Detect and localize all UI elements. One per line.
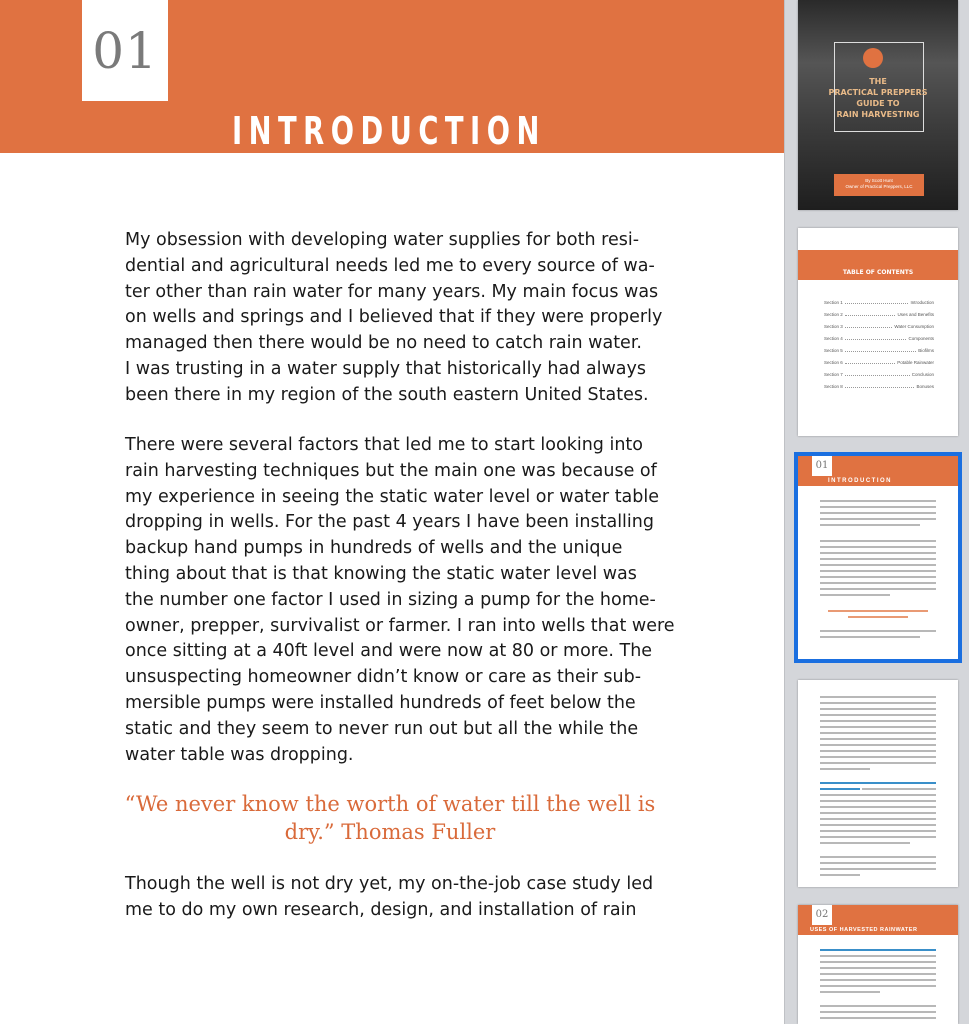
toc-row: Section 7 Conclusion [824, 372, 934, 377]
mini-text-line [820, 806, 936, 808]
mini-text-line [820, 961, 936, 963]
text-line: the number one factor I used in sizing a pump for the home- [125, 589, 656, 610]
mini-text-line [820, 955, 936, 957]
mini-text-line [820, 546, 936, 548]
mini-text-line [820, 500, 936, 502]
mini-text-line [820, 800, 936, 802]
mini-text-line [820, 558, 936, 560]
mini-text-line [820, 812, 936, 814]
toc-row: Section 3 Water Consumption [824, 324, 934, 329]
text-line: mersible pumps were installed hundreds of feet below the [125, 692, 636, 713]
cover-title: THE PRACTICAL PREPPERS GUIDE TO RAIN HARVESTING [828, 77, 928, 119]
text-line: My obsession with developing water supplies for both resi- [125, 230, 640, 250]
text-line: once sitting at a 40ft level and were now at 80 or more. The [125, 641, 653, 662]
mini-text-line [862, 788, 936, 790]
thumbnail-cover[interactable] [798, 0, 958, 210]
thumbnail-page-uses[interactable] [798, 905, 958, 1024]
mini-text-line [820, 868, 936, 870]
text-line: on wells and springs and I believed that if they were properly [125, 307, 663, 328]
text-line: ter other than rain water for many years. My main focus was [125, 281, 659, 302]
mini-text-line [820, 570, 936, 572]
mini-text-line [820, 1017, 936, 1019]
mini-text-line [820, 842, 910, 844]
mini-text-line [820, 967, 936, 969]
mini-text-line [820, 830, 936, 832]
mini-text-line [820, 818, 936, 820]
mini-chapter-title: USES OF HARVESTED RAINWATER [810, 927, 918, 933]
mini-text-line [820, 630, 936, 632]
chapter-number-box [82, 0, 168, 101]
text-line: static and they seem to never run out but all the while the [125, 718, 639, 739]
toc-title: TABLE OF CONTENTS [842, 269, 914, 276]
mini-text-line [820, 576, 936, 578]
toc-row: Section 6 Potable Rainwater [824, 360, 934, 365]
toc-row: Section 2 Uses and Benefits [824, 312, 934, 317]
quote-line: dry.” Thomas Fuller [284, 820, 496, 844]
mini-text-line [820, 714, 936, 716]
paragraph-2 [125, 433, 675, 768]
mini-text-line [820, 518, 936, 520]
text-line: me to do my own research, design, and installation of rain [125, 899, 637, 920]
mini-text-line [820, 824, 936, 826]
text-line: owner, prepper, survivalist or farmer. I ran into wells that were [125, 615, 675, 636]
mini-text-line [820, 738, 936, 740]
toc-row: Section 1 Introduction [824, 300, 934, 305]
mini-chapter-title: INTRODUCTION [828, 478, 892, 484]
mini-text-line [820, 726, 936, 728]
mini-text-line [820, 794, 936, 796]
chapter-title: INTRODUCTION [232, 109, 546, 153]
mini-text-line [820, 524, 920, 526]
thumbnail-page-4[interactable] [798, 680, 958, 887]
mini-text-line [820, 540, 936, 542]
text-line: managed then there would be no need to catch rain water. [125, 333, 642, 354]
mini-text-line [820, 594, 890, 596]
mini-highlight-line [820, 949, 936, 951]
text-line: backup hand pumps in hundreds of wells and the unique [125, 538, 623, 559]
paragraph-3 [125, 872, 665, 924]
mini-highlight-line [820, 782, 936, 784]
mini-text-line [820, 708, 936, 710]
mini-chapter-number: 01 [812, 456, 832, 476]
mini-text-line [820, 720, 936, 722]
mini-text-line [820, 862, 936, 864]
mini-text-line [820, 750, 936, 752]
text-line: been there in my region of the south eastern United States. [125, 384, 649, 405]
text-line: I was trusting in a water supply that historically had always [125, 358, 646, 379]
mini-text-line [820, 836, 936, 838]
paragraph-1 [125, 228, 665, 409]
mini-quote-line [848, 616, 908, 618]
mini-chapter-number: 02 [812, 905, 832, 925]
mini-text-line [820, 985, 936, 987]
mini-text-line [820, 588, 936, 590]
mini-text-line [820, 506, 936, 508]
mini-text-line [820, 1005, 936, 1007]
mini-text-line [820, 744, 936, 746]
mini-text-line [820, 979, 936, 981]
mini-highlight-line [820, 788, 860, 790]
mini-text-line [820, 762, 936, 764]
mini-text-line [820, 564, 936, 566]
mini-quote-line [828, 610, 928, 612]
water-drop-icon [863, 48, 883, 68]
pull-quote [120, 790, 660, 846]
toc-row: Section 4 Components [824, 336, 934, 341]
quote-line: “We never know the worth of water till the well is [124, 792, 656, 816]
text-line: dential and agricultural needs led me to every source of wa- [125, 255, 655, 276]
chapter-banner [0, 0, 784, 153]
mini-text-line [820, 696, 936, 698]
thumbnail-toc[interactable] [798, 228, 958, 436]
chapter-number: 01 [92, 21, 158, 80]
toc-row: Section 5 Biofilms [824, 348, 934, 353]
thumbnail-page-introduction[interactable] [798, 456, 958, 659]
text-line: There were several factors that led me to start looking into [125, 435, 643, 455]
mini-text-line [820, 973, 936, 975]
mini-text-line [820, 636, 920, 638]
text-line: my experience in seeing the static water level or water table [125, 486, 660, 507]
mini-text-line [820, 512, 936, 514]
mini-text-line [820, 768, 870, 770]
text-line: unsuspecting homeowner didn’t know or care as their sub- [125, 667, 642, 688]
mini-text-line [820, 1011, 936, 1013]
text-line: dropping in wells. For the past 4 years I have been installing [125, 512, 654, 533]
text-line: Though the well is not dry yet, my on-the-job case study led [125, 874, 654, 894]
mini-text-line [820, 874, 860, 876]
mini-text-line [820, 732, 936, 734]
mini-text-line [820, 991, 880, 993]
cover-author: By Scott Hunt Owner of Practical Preppers, LLC [845, 178, 913, 189]
mini-text-line [820, 582, 936, 584]
mini-text-line [820, 756, 936, 758]
text-line: rain harvesting techniques but the main one was because of [125, 460, 657, 481]
mini-text-line [820, 856, 936, 858]
text-line: thing about that is that knowing the static water level was [125, 563, 637, 584]
page-thumbnail-sidebar[interactable] [784, 0, 969, 1024]
mini-text-line [820, 552, 936, 554]
toc-row: Section 8 Bonuses [824, 384, 934, 389]
mini-text-line [820, 702, 936, 704]
text-line: water table was dropping. [125, 744, 354, 765]
